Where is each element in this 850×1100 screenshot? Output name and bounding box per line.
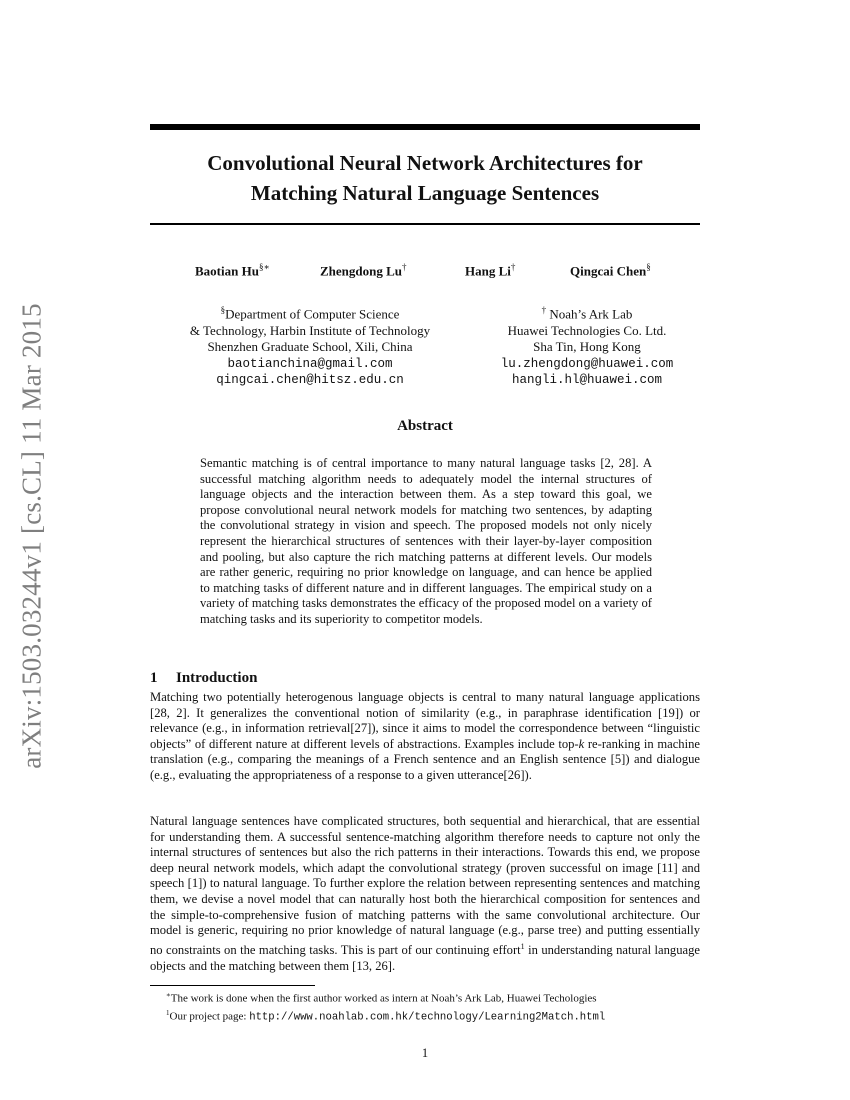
abstract-heading: Abstract [397, 418, 453, 434]
email-hangli: hangli.hl@huawei.com [511, 373, 663, 388]
section-number: 1 [150, 670, 158, 686]
section-title: Introduction [176, 670, 258, 686]
author-qingcai-chen: Qingcai Chen§ [570, 262, 651, 279]
arxiv-identifier: arXiv:1503.03244v1 [cs.CL] 11 Mar 2015 [16, 303, 47, 769]
title-line-1: Convolutional Neural Network Architectures for [207, 151, 643, 175]
footnote-rule [150, 985, 315, 986]
email-zhengdong: lu.zhengdong@huawei.com [500, 356, 674, 371]
arxiv-stamp [0, 0, 60, 1100]
affiliation-hit: §Department of Computer Science & Technology, Harbin Institute of Technology Shenzhen Graduate School, Xili, China baotianchina@gmail.com qingcai.chen@hitsz.edu.cn [160, 302, 460, 389]
section-heading-introduction [150, 670, 257, 687]
email-qingcai: qingcai.chen@hitsz.edu.cn [216, 373, 404, 388]
footnotes [150, 988, 710, 1025]
affiliation-huawei: † Noah’s Ark Lab Huawei Technologies Co. Ltd. Sha Tin, Hong Kong lu.zhengdong@huawei.com hangli.hl@huawei.com [462, 302, 712, 389]
author-list [150, 262, 700, 282]
author-zhengdong-lu: Zhengdong Lu† [320, 262, 407, 279]
project-page-url: http://www.noahlab.com.hk/technology/Learning2Match.html [249, 1011, 606, 1024]
footnote-marker: 1 [520, 941, 525, 951]
intro-paragraph-1: Matching two potentially heterogenous language objects is central to many natural language applications [28, 2]. It generalizes the conventional notion of similarity (e.g., in paraphrase identification [19]) or relevance (e.g., in information retrieval[27]), since it aims to model the correspondence between “linguistic objects” of different nature at different levels of abstractions. Examples include top-k re-ranking in machine translation (e.g., comparing the meanings of a French sentence and an English sentence [5]) and dialogue (e.g., evaluating the appropriateness of a response to a given utterance[26]). [150, 690, 700, 782]
author-hang-li: Hang Li† [465, 262, 516, 279]
author-baotian-hu: Baotian Hu§∗ [195, 262, 270, 279]
paper-title [150, 148, 700, 208]
title-bottom-rule [150, 223, 700, 225]
page-number: 1 [421, 1046, 429, 1060]
title-top-rule [150, 124, 700, 130]
footnote-project-page: $^1$Our project page: http://www.noahlab.com.hk/technology/Learning2Match.html [166, 1009, 606, 1024]
abstract-text: Semantic matching is of central importance to many natural language tasks [2, 28]. A successful matching algorithm needs to adequately model the internal structures of language objects and the interaction between them. As a step toward this goal, we propose convolutional neural network models for matching two sentences, by adapting the convolutional strategy in vision and speech. The proposed models not only nicely represent the hierarchical structures of sentences with their layer-by-layer composition and pooling, but also capture the rich matching patterns at different levels. Our models are rather generic, requiring no prior knowledge on language, and can hence be applied to matching tasks of different nature and in different languages. The empirical study on a variety of matching tasks demonstrates the efficacy of the proposed model on a variety of matching tasks and its superiority to competitor models. [200, 456, 652, 626]
footnote-intern: ∗The work is done when the first author worked as intern at Noah’s Ark Lab, Huawei Techologies [166, 991, 597, 1005]
intro-paragraph-2: Natural language sentences have complicated structures, both sequential and hierarchical, that are essential for understanding them. A successful sentence-matching algorithm therefore needs to capture not only the internal structures of sentences but also the rich patterns in their interactions. Towards this end, we propose deep neural network models, which adapt the convolutional strategy (proven successful on image [11] and speech [1]) to natural language. To further explore the relation between representing sentences and matching them, we devise a novel model that can naturally host both the hierarchical composition for sentences and the simple-to-comprehensive fusion of matching patterns with the same convolutional architecture. Our model is generic, requiring no prior knowledge of natural language (e.g., parse tree) and putting essentially no constraints on the matching tasks. This is part of our continuing effort$^1$ in understanding natural language objects and the matching between them [13, 26]. [150, 814, 700, 973]
title-line-2: Matching Natural Language Sentences [250, 181, 600, 205]
email-baotian: baotianchina@gmail.com [227, 356, 393, 371]
